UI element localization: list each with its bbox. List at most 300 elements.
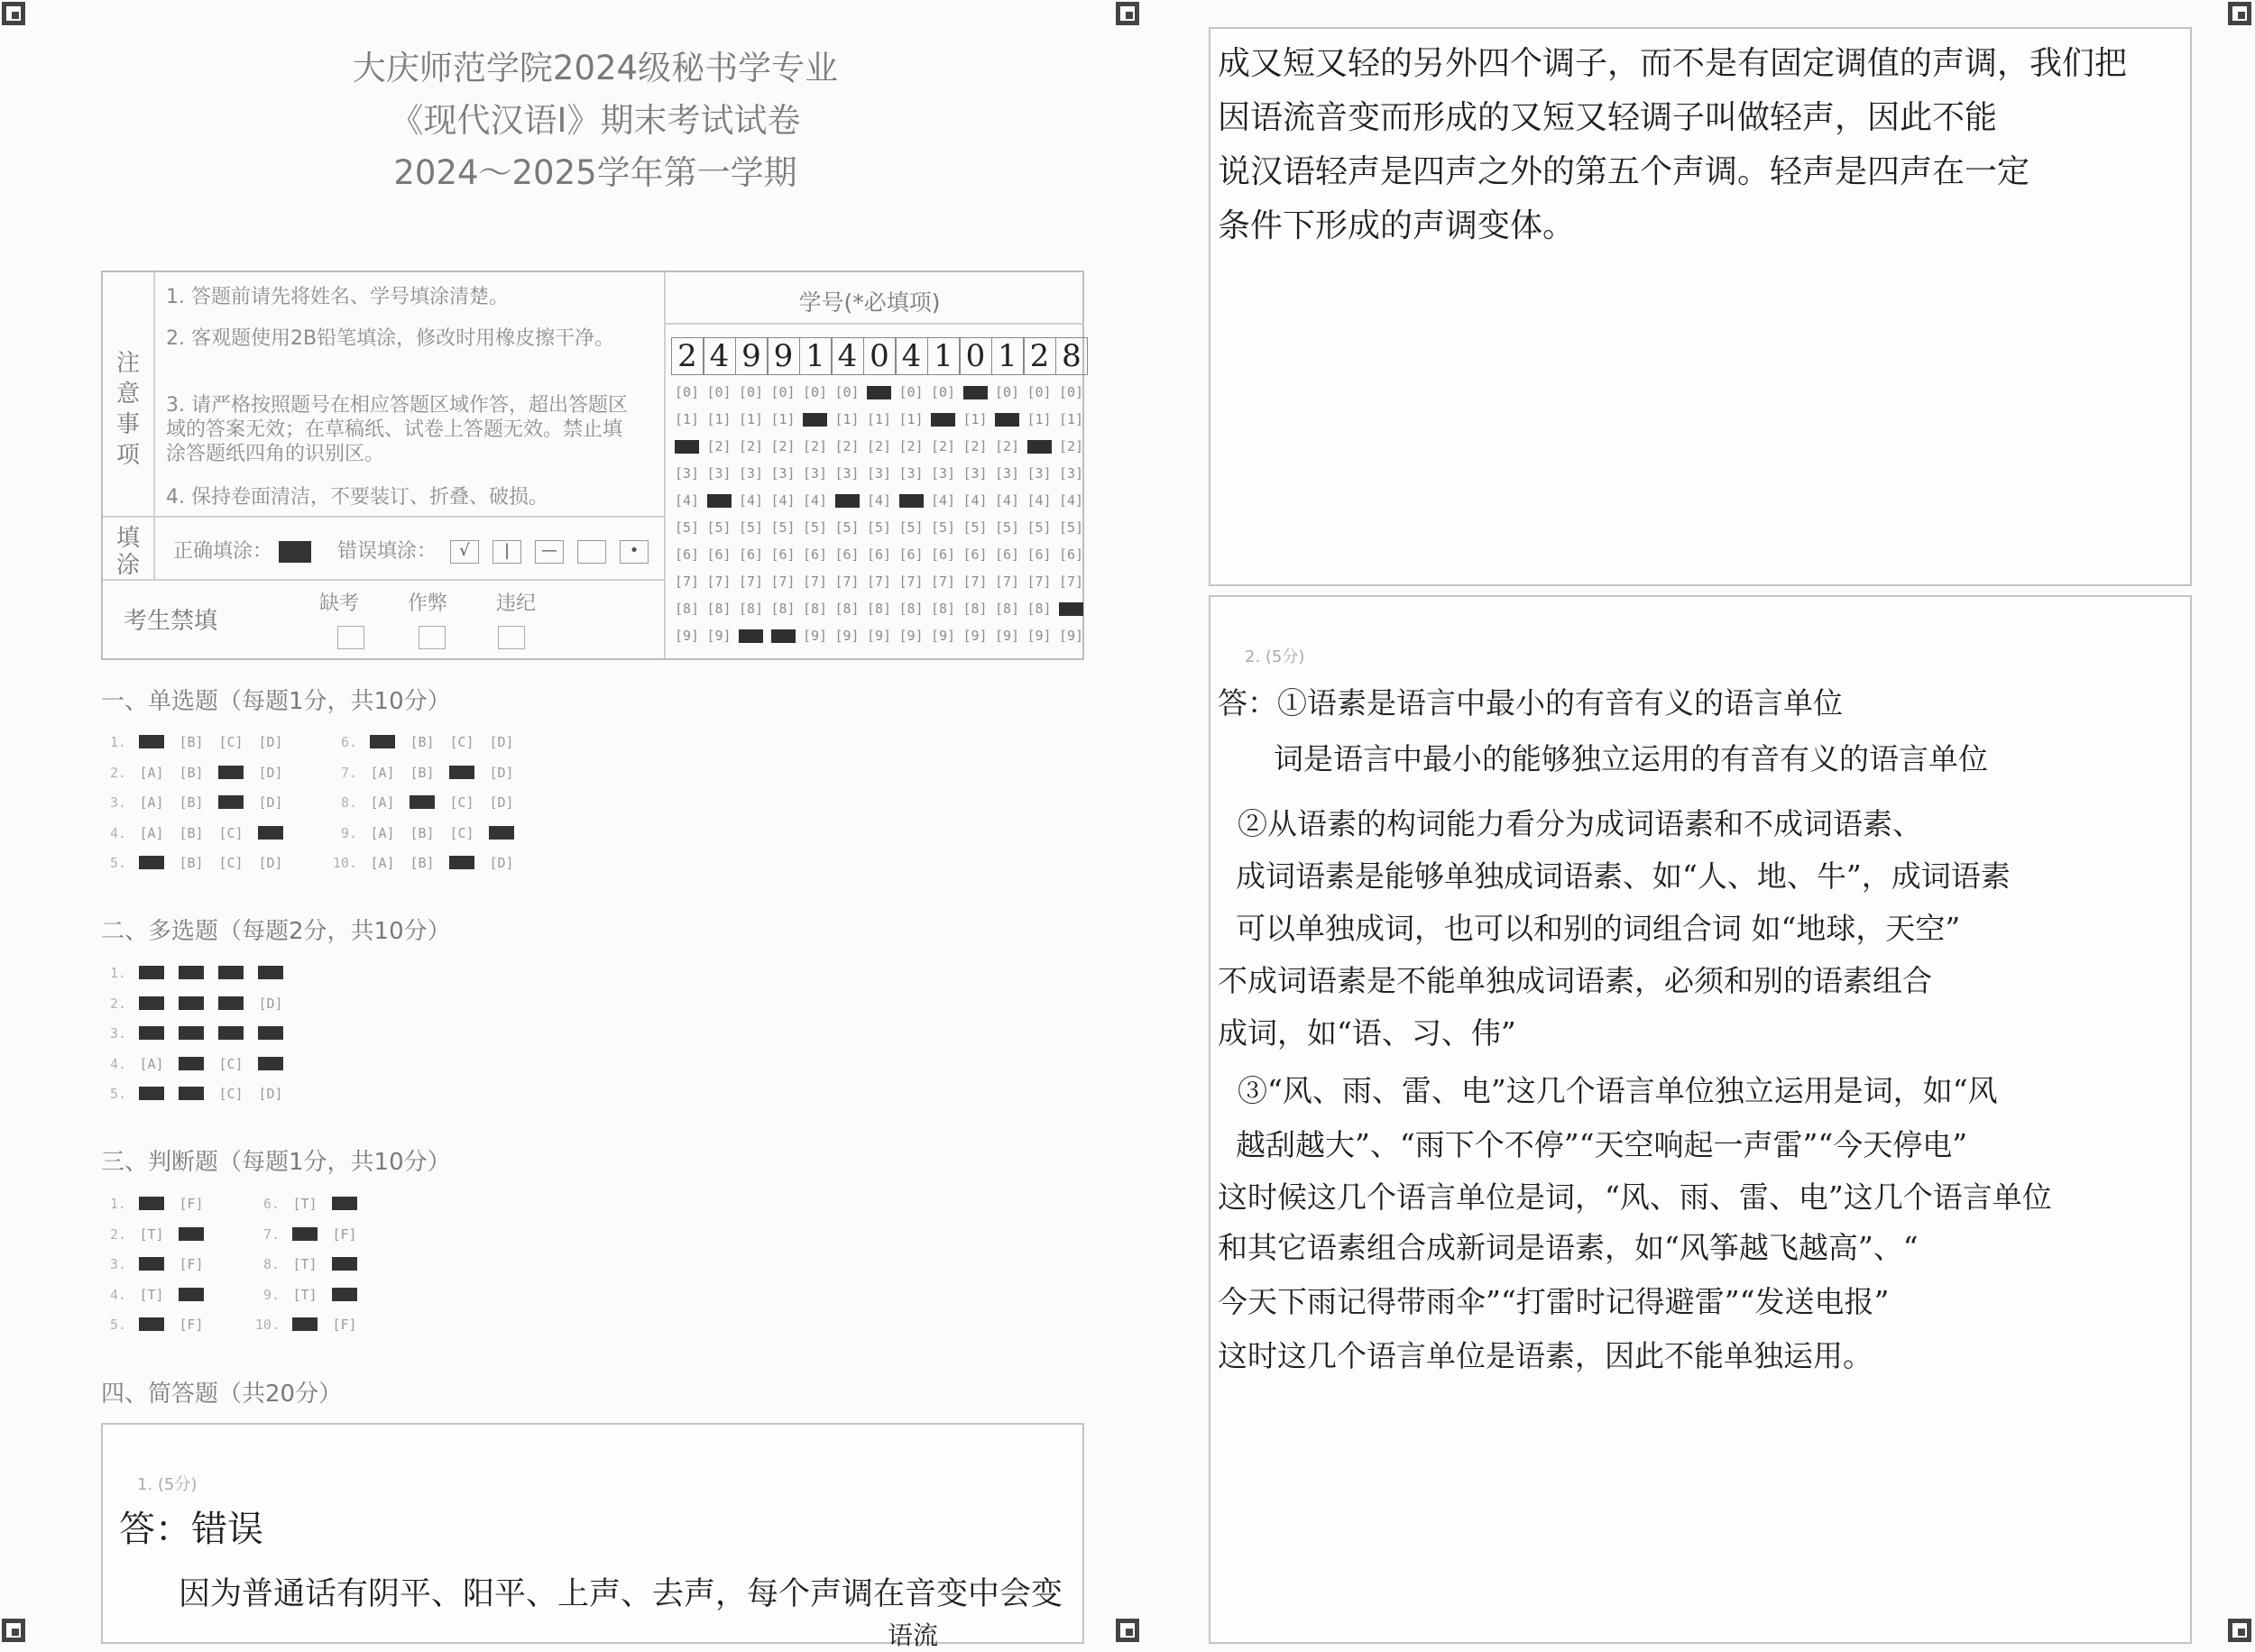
student-id-digit: 4: [704, 337, 736, 375]
answer-bubble[interactable]: [C]: [218, 855, 244, 871]
student-id-bubble[interactable]: [703, 492, 736, 509]
answer-bubble[interactable]: [366, 734, 399, 750]
answer-bubble[interactable]: [F]: [332, 1317, 357, 1333]
student-id-bubble[interactable]: [7]: [834, 574, 860, 590]
question-row: [330, 794, 525, 811]
answer-bubble[interactable]: [B]: [410, 734, 435, 750]
section-judge-title: 三、判断题（每题1分，共10分）: [101, 1149, 451, 1176]
student-id-bubble[interactable]: [3]: [738, 465, 764, 482]
student-id-bubble[interactable]: [2]: [898, 438, 924, 454]
student-id-bubble[interactable]: [6]: [930, 546, 956, 563]
student-id-bubble[interactable]: [6]: [770, 546, 796, 563]
answer-bubble[interactable]: [446, 765, 478, 781]
answer-bubble[interactable]: [135, 1317, 168, 1333]
student-id-bubble[interactable]: [5]: [994, 519, 1020, 536]
student-id-bubble[interactable]: [8]: [898, 601, 924, 617]
student-id-bubble[interactable]: [6]: [994, 546, 1020, 563]
student-id-bubble[interactable]: [6]: [1058, 546, 1084, 563]
student-id-bubble[interactable]: [1]: [738, 411, 764, 427]
student-id-bubble[interactable]: [7]: [1026, 574, 1052, 590]
section-short-title: 四、简答题（共20分）: [101, 1381, 343, 1408]
student-id-digit: 4: [896, 337, 928, 375]
student-id-bubble[interactable]: [0]: [706, 384, 732, 400]
answer-bubble[interactable]: [A]: [139, 824, 164, 841]
answer-bubble[interactable]: [135, 1025, 168, 1042]
answer-bubble[interactable]: [T]: [292, 1286, 318, 1303]
answer-bubble[interactable]: [254, 1056, 287, 1072]
student-id-digit: 9: [768, 337, 800, 375]
student-id-bubble[interactable]: [926, 411, 960, 427]
student-id-bubble[interactable]: [9]: [674, 628, 700, 644]
student-id-bubble[interactable]: [2]: [866, 438, 892, 454]
student-id-bubble[interactable]: [3]: [770, 465, 796, 482]
question-number: 2.: [109, 764, 126, 781]
answer-bubble[interactable]: [T]: [292, 1196, 318, 1212]
forbidden-label: 考生禁填: [123, 608, 217, 635]
answer-bubble[interactable]: [T]: [139, 1225, 164, 1243]
student-id-bubble[interactable]: [5]: [898, 519, 924, 536]
student-id-bubble[interactable]: [2]: [770, 438, 796, 454]
answer-bubble[interactable]: [B]: [410, 824, 435, 841]
answer-bubble[interactable]: [485, 825, 518, 841]
question-row: [253, 1196, 368, 1212]
question-row: [99, 965, 294, 981]
info-box: [101, 271, 1084, 660]
question-number: 8.: [340, 794, 357, 811]
answer-2-line: 不成词语素是不能单独成词语素，必须和别的语素组合: [1218, 963, 1932, 998]
student-id-bubble[interactable]: [6]: [834, 546, 860, 563]
student-id-bubble[interactable]: [959, 384, 992, 400]
student-id-bubble[interactable]: [8]: [930, 601, 956, 617]
fill-correct-example: [279, 541, 311, 563]
answer-bubble[interactable]: [328, 1287, 361, 1303]
student-id-digit: 1: [991, 337, 1024, 375]
student-id-bubble[interactable]: [4]: [962, 492, 988, 509]
student-id-bubble[interactable]: [4]: [866, 492, 892, 509]
question-number: 7.: [262, 1225, 280, 1243]
wrong-mark-dot: •: [620, 540, 649, 564]
question-number: 1.: [109, 734, 126, 750]
student-id-bubble[interactable]: [0]: [994, 384, 1020, 400]
question-number: 6.: [340, 734, 357, 750]
notice-item-2: 2. 客观题使用2B铅笔填涂，修改时用橡皮擦干净。: [166, 327, 615, 350]
answer-bubble[interactable]: [A]: [139, 794, 164, 811]
wrong-mark-blank: [577, 540, 606, 564]
answer-bubble[interactable]: [A]: [139, 764, 164, 781]
answer-bubble[interactable]: [175, 1086, 207, 1102]
student-id-bubble[interactable]: [9]: [1026, 628, 1052, 644]
answer-bubble[interactable]: [175, 996, 207, 1012]
student-id-bubble[interactable]: [5]: [962, 519, 988, 536]
question-row: [99, 794, 294, 811]
student-id-bubble[interactable]: [5]: [1058, 519, 1084, 536]
question-row: [99, 996, 294, 1012]
answer-bubble[interactable]: [A]: [370, 764, 395, 781]
answer-bubble[interactable]: [T]: [139, 1286, 164, 1303]
student-id-bubble[interactable]: [8]: [738, 601, 764, 617]
student-id-bubble[interactable]: [3]: [834, 465, 860, 482]
student-id-bubble[interactable]: [2]: [1058, 438, 1084, 454]
answer-bubble[interactable]: [135, 996, 168, 1012]
student-id-bubble[interactable]: [798, 411, 832, 427]
answer-bubble[interactable]: [F]: [179, 1317, 204, 1333]
forbidden-item-cheat: 作弊: [408, 592, 448, 615]
forbidden-box-violation[interactable]: [498, 626, 525, 649]
student-id-bubble[interactable]: [734, 628, 768, 644]
student-id-digit: 1: [927, 337, 960, 375]
question-number: 9.: [340, 824, 357, 841]
question-number: 10.: [254, 1317, 280, 1333]
answer-bubble[interactable]: [C]: [449, 734, 474, 750]
student-id-bubble[interactable]: [0]: [930, 384, 956, 400]
student-id-bubble[interactable]: [5]: [834, 519, 860, 536]
student-id-bubble[interactable]: [8]: [962, 601, 988, 617]
answer-bubble[interactable]: [446, 855, 478, 871]
student-id-bubble[interactable]: [5]: [866, 519, 892, 536]
student-id-bubble[interactable]: [2]: [994, 438, 1020, 454]
answer-bubble[interactable]: [175, 965, 207, 981]
answer-bubble[interactable]: [215, 1025, 247, 1042]
student-id-bubble[interactable]: [3]: [802, 465, 828, 482]
question-row: [99, 734, 294, 750]
wrong-mark-bar: |: [492, 540, 521, 564]
wrong-mark-dash: —: [535, 540, 564, 564]
student-id-bubble[interactable]: [6]: [1026, 546, 1052, 563]
student-id-bubble[interactable]: [3]: [962, 465, 988, 482]
answer-2-line: 和其它语素组合成新词是语素，如“风筝越飞越高”、“: [1218, 1230, 1919, 1265]
answer-bubble[interactable]: [D]: [489, 794, 514, 811]
student-id-bubble[interactable]: [0]: [1058, 384, 1084, 400]
student-id-bubble[interactable]: [0]: [1026, 384, 1052, 400]
question-row: [253, 1226, 368, 1243]
student-id-bubble[interactable]: [3]: [674, 465, 700, 482]
answer-bubble[interactable]: [C]: [449, 824, 474, 841]
answer-bubble[interactable]: [135, 965, 168, 981]
answer-2-line: 这时候这几个语言单位是词，“风、雨、雷、电”这几个语言单位: [1218, 1179, 2052, 1215]
answer-bubble[interactable]: [D]: [489, 734, 514, 750]
question-row: [330, 765, 525, 781]
student-id-bubble[interactable]: [1]: [834, 411, 860, 427]
student-id-bubble[interactable]: [3]: [1058, 465, 1084, 482]
student-id-bubble[interactable]: [6]: [898, 546, 924, 563]
answer-2-line: 词是语言中最小的能够独立运用的有音有义的语言单位: [1274, 741, 1988, 776]
student-id-bubble[interactable]: [9]: [962, 628, 988, 644]
question-number: 1.: [109, 1196, 126, 1212]
question-row: [99, 765, 294, 781]
student-id-bubble[interactable]: [3]: [1026, 465, 1052, 482]
answer-bubble[interactable]: [C]: [218, 1055, 244, 1072]
answer-bubble[interactable]: [D]: [258, 794, 283, 811]
question-row: [99, 1196, 215, 1212]
student-id-bubble[interactable]: [6]: [674, 546, 700, 563]
student-id-bubble[interactable]: [8]: [834, 601, 860, 617]
answer-bubble[interactable]: [135, 1256, 168, 1272]
student-id-bubble[interactable]: [4]: [930, 492, 956, 509]
student-id-bubble[interactable]: [4]: [738, 492, 764, 509]
question-row: [99, 1317, 215, 1333]
student-id-bubble[interactable]: [670, 438, 704, 454]
answer-bubble[interactable]: [175, 1056, 207, 1072]
student-id-bubble[interactable]: [0]: [674, 384, 700, 400]
answer-bubble[interactable]: [F]: [179, 1256, 204, 1272]
student-id-digit: 2: [1024, 337, 1056, 375]
answer-bubble[interactable]: [289, 1226, 321, 1243]
student-id-bubble[interactable]: [7]: [994, 574, 1020, 590]
student-id-bubble[interactable]: [1]: [706, 411, 732, 427]
fill-wrong-label: 错误填涂：: [337, 540, 437, 563]
question-number: 9.: [262, 1286, 280, 1303]
question-row: [330, 855, 525, 871]
answer-1-cont-line-3: 说汉语轻声是四声之外的第五个声调。轻声是四声在一定: [1218, 153, 2030, 190]
student-id-bubble[interactable]: [3]: [706, 465, 732, 482]
answer-bubble[interactable]: [135, 734, 168, 750]
student-id-bubble[interactable]: [0]: [770, 384, 796, 400]
student-id-bubble[interactable]: [7]: [898, 574, 924, 590]
student-id-bubble[interactable]: [1]: [1058, 411, 1084, 427]
student-id-bubble[interactable]: [0]: [834, 384, 860, 400]
answer-bubble[interactable]: [289, 1317, 321, 1333]
answer-bubble[interactable]: [254, 1025, 287, 1042]
student-id-bubble[interactable]: [9]: [706, 628, 732, 644]
student-id-bubble[interactable]: [3]: [994, 465, 1020, 482]
answer-bubble[interactable]: [175, 1025, 207, 1042]
answer-bubble[interactable]: [B]: [179, 794, 204, 811]
answer-bubble[interactable]: [D]: [258, 764, 283, 781]
answer-bubble[interactable]: [A]: [370, 794, 395, 811]
answer-2-line: ②从语素的构词能力看分为成词语素和不成词语素、: [1238, 806, 1922, 841]
exam-title-school: 大庆师范学院2024级秘书学专业: [352, 49, 839, 87]
student-id-bubble[interactable]: [0]: [738, 384, 764, 400]
question-row: [99, 1226, 215, 1243]
student-id-bubble[interactable]: [1]: [674, 411, 700, 427]
question-number: 5.: [109, 1086, 126, 1102]
student-id-bubble[interactable]: [5]: [802, 519, 828, 536]
answer-1-line-2: 因为普通话有阴平、阳平、上声、去声，每个声调在音变中会变: [179, 1576, 1063, 1612]
student-id-bubble[interactable]: [2]: [962, 438, 988, 454]
answer-bubble[interactable]: [B]: [179, 764, 204, 781]
corner-mark-top-right: [2228, 2, 2251, 25]
student-id-bubble[interactable]: [8]: [706, 601, 732, 617]
question-number: 3.: [109, 1025, 126, 1042]
answer-2-line: 成词，如“语、习、伟”: [1218, 1015, 1516, 1051]
fill-example: [173, 536, 649, 564]
answer-bubble[interactable]: [F]: [179, 1196, 204, 1212]
answer-bubble[interactable]: [C]: [218, 824, 244, 841]
answer-bubble[interactable]: [A]: [139, 1055, 164, 1072]
answer-1-line-1: 答：错误: [119, 1509, 263, 1550]
student-id-bubble[interactable]: [1]: [898, 411, 924, 427]
answer-bubble[interactable]: [135, 1086, 168, 1102]
student-id-bubble[interactable]: [7]: [706, 574, 732, 590]
answer-bubble[interactable]: [328, 1256, 361, 1272]
student-id-bubble[interactable]: [7]: [962, 574, 988, 590]
answer-bubble[interactable]: [A]: [370, 855, 395, 871]
student-id-bubble[interactable]: [7]: [1058, 574, 1084, 590]
student-id-bubble[interactable]: [7]: [866, 574, 892, 590]
answer-bubble[interactable]: [175, 1226, 207, 1243]
question-number: 7.: [340, 764, 357, 781]
answer-bubble[interactable]: [135, 855, 168, 871]
student-id-digit: 9: [735, 337, 768, 375]
student-id-bubble[interactable]: [8]: [1026, 601, 1052, 617]
student-id-bubble[interactable]: [767, 628, 800, 644]
question-row: [99, 1287, 215, 1303]
student-id-bubble[interactable]: [1]: [962, 411, 988, 427]
corner-mark-bottom-left: [2, 1619, 25, 1642]
student-id-bubble[interactable]: [7]: [802, 574, 828, 590]
answer-bubble[interactable]: [F]: [332, 1225, 357, 1243]
student-id-bubble[interactable]: [3]: [898, 465, 924, 482]
student-id-bubble[interactable]: [1054, 601, 1088, 617]
question-row: [99, 855, 294, 871]
student-id-bubble[interactable]: [5]: [674, 519, 700, 536]
answer-2-line: 越刮越大”、“雨下个不停”“天空响起一声雷”“今天停电”: [1236, 1127, 1968, 1162]
student-id-bubble[interactable]: [6]: [738, 546, 764, 563]
student-id-bubble[interactable]: [4]: [674, 492, 700, 509]
question-number: 2.: [109, 1225, 126, 1243]
answer-bubble[interactable]: [B]: [179, 824, 204, 841]
student-id-bubble[interactable]: [6]: [706, 546, 732, 563]
question-number: 5.: [109, 855, 126, 871]
student-id-bubble[interactable]: [3]: [866, 465, 892, 482]
answer-bubble[interactable]: [175, 1287, 207, 1303]
student-id-bubble[interactable]: [2]: [706, 438, 732, 454]
forbidden-box-cheat[interactable]: [419, 626, 446, 649]
question-row: [330, 825, 525, 841]
question-number: 4.: [109, 1286, 126, 1303]
answer-bubble[interactable]: [215, 996, 247, 1012]
student-id-bubble[interactable]: [831, 492, 864, 509]
student-id-bubble[interactable]: [7]: [674, 574, 700, 590]
student-id-bubble[interactable]: [6]: [962, 546, 988, 563]
student-id-bubble[interactable]: [9]: [994, 628, 1020, 644]
answer-bubble[interactable]: [D]: [258, 855, 283, 871]
student-id-bubble[interactable]: [0]: [898, 384, 924, 400]
fill-label: 填涂: [115, 525, 140, 579]
student-id-bubble[interactable]: [2]: [930, 438, 956, 454]
student-id-bubble[interactable]: [9]: [930, 628, 956, 644]
student-id-bubble[interactable]: [8]: [866, 601, 892, 617]
student-id-bubble[interactable]: [9]: [898, 628, 924, 644]
corner-mark-top-left: [2, 2, 25, 25]
student-id-bubble[interactable]: [1]: [1026, 411, 1052, 427]
answer-bubble[interactable]: [B]: [410, 855, 435, 871]
student-id-bubble[interactable]: [6]: [866, 546, 892, 563]
answer-bubble[interactable]: [T]: [292, 1256, 318, 1272]
student-id-bubble[interactable]: [5]: [930, 519, 956, 536]
answer-bubble[interactable]: [B]: [179, 855, 204, 871]
answer-bubble[interactable]: [215, 794, 247, 811]
question-number: 8.: [262, 1256, 280, 1272]
student-id-bubble[interactable]: [2]: [834, 438, 860, 454]
student-id-bubble[interactable]: [8]: [674, 601, 700, 617]
question-number: 1.: [109, 965, 126, 981]
student-id-bubble[interactable]: [9]: [834, 628, 860, 644]
answer-bubble[interactable]: [215, 765, 247, 781]
student-id-bubble[interactable]: [9]: [802, 628, 828, 644]
question-number: 4.: [109, 1055, 126, 1072]
answer-2-box: [1209, 595, 2192, 1644]
student-id-bubble[interactable]: [2]: [738, 438, 764, 454]
student-id-bubble[interactable]: [4]: [802, 492, 828, 509]
student-id-bubble[interactable]: [895, 492, 928, 509]
student-id-bubble[interactable]: [4]: [1058, 492, 1084, 509]
student-id-digit: 0: [863, 337, 896, 375]
student-id-bubble[interactable]: [8]: [770, 601, 796, 617]
answer-bubble[interactable]: [254, 965, 287, 981]
student-id-bubble[interactable]: [3]: [930, 465, 956, 482]
answer-bubble[interactable]: [D]: [258, 995, 283, 1012]
answer-bubble[interactable]: [406, 794, 438, 811]
answer-bubble[interactable]: [D]: [489, 855, 514, 871]
student-id-bubble[interactable]: [0]: [802, 384, 828, 400]
student-id-bubble[interactable]: [990, 411, 1024, 427]
answer-1-continued-box: [1209, 27, 2192, 586]
student-id-bubble[interactable]: [4]: [994, 492, 1020, 509]
notice-item-3: 3. 请严格按照题号在相应答题区域作答，超出答题区域的答案无效；在草稿纸、试卷上答题无效。禁止填涂答题纸四角的识别区。: [166, 394, 628, 465]
student-id-bubble[interactable]: [4]: [770, 492, 796, 509]
notice-item-4: 4. 保持卷面清洁，不要装订、折叠、破损。: [166, 486, 548, 509]
student-id-bubble[interactable]: [8]: [994, 601, 1020, 617]
answer-bubble[interactable]: [D]: [489, 764, 514, 781]
student-id-title: 学号(*必填项): [798, 289, 941, 316]
answer-bubble[interactable]: [C]: [218, 1086, 244, 1102]
question-row: [99, 825, 294, 841]
exam-title-term: 2024～2025学年第一学期: [393, 153, 797, 192]
student-id-bubble[interactable]: [9]: [1058, 628, 1084, 644]
student-id-bubble[interactable]: [5]: [1026, 519, 1052, 536]
student-id-bubble[interactable]: [2]: [802, 438, 828, 454]
question-number: 10.: [332, 855, 357, 871]
student-id-bubble[interactable]: [1]: [770, 411, 796, 427]
answer-bubble[interactable]: [A]: [370, 824, 395, 841]
answer-bubble[interactable]: [C]: [449, 794, 474, 811]
section-multi-title: 二、多选题（每题2分，共10分）: [101, 918, 451, 945]
answer-1-box: [101, 1423, 1084, 1650]
fill-correct-label: 正确填涂：: [173, 540, 273, 563]
student-id-bubble[interactable]: [5]: [706, 519, 732, 536]
answer-1-cont-line-4: 条件下形成的声调变体。: [1218, 207, 1576, 244]
question-number: 3.: [109, 794, 126, 811]
student-id-bubble[interactable]: [1]: [866, 411, 892, 427]
answer-bubble[interactable]: [B]: [410, 764, 435, 781]
student-id-bubble[interactable]: [9]: [866, 628, 892, 644]
student-id-bubble[interactable]: [7]: [770, 574, 796, 590]
answer-bubble[interactable]: [328, 1196, 361, 1212]
student-id-bubble[interactable]: [1023, 438, 1056, 454]
student-id-bubble[interactable]: [5]: [770, 519, 796, 536]
answer-1-points: 1. (5分): [137, 1475, 198, 1494]
answer-bubble[interactable]: [135, 1196, 168, 1212]
answer-bubble[interactable]: [254, 825, 287, 841]
section-single-title: 一、单选题（每题1分，共10分）: [101, 688, 451, 715]
student-id-bubble[interactable]: [862, 384, 896, 400]
answer-2-line: ③“风、雨、雷、电”这几个语言单位独立运用是词，如“风: [1238, 1073, 1998, 1108]
student-id-bubble[interactable]: [6]: [802, 546, 828, 563]
student-id-bubble[interactable]: [5]: [738, 519, 764, 536]
student-id-bubble[interactable]: [8]: [802, 601, 828, 617]
answer-bubble[interactable]: [C]: [218, 734, 244, 750]
question-row: [253, 1287, 368, 1303]
answer-bubble[interactable]: [D]: [258, 1086, 283, 1102]
forbidden-box-absent[interactable]: [337, 626, 364, 649]
answer-bubble[interactable]: [215, 965, 247, 981]
answer-bubble[interactable]: [D]: [258, 734, 283, 750]
student-id-bubble[interactable]: [7]: [738, 574, 764, 590]
student-id-bubble[interactable]: [4]: [1026, 492, 1052, 509]
student-id-bubble[interactable]: [7]: [930, 574, 956, 590]
answer-bubble[interactable]: [B]: [179, 734, 204, 750]
